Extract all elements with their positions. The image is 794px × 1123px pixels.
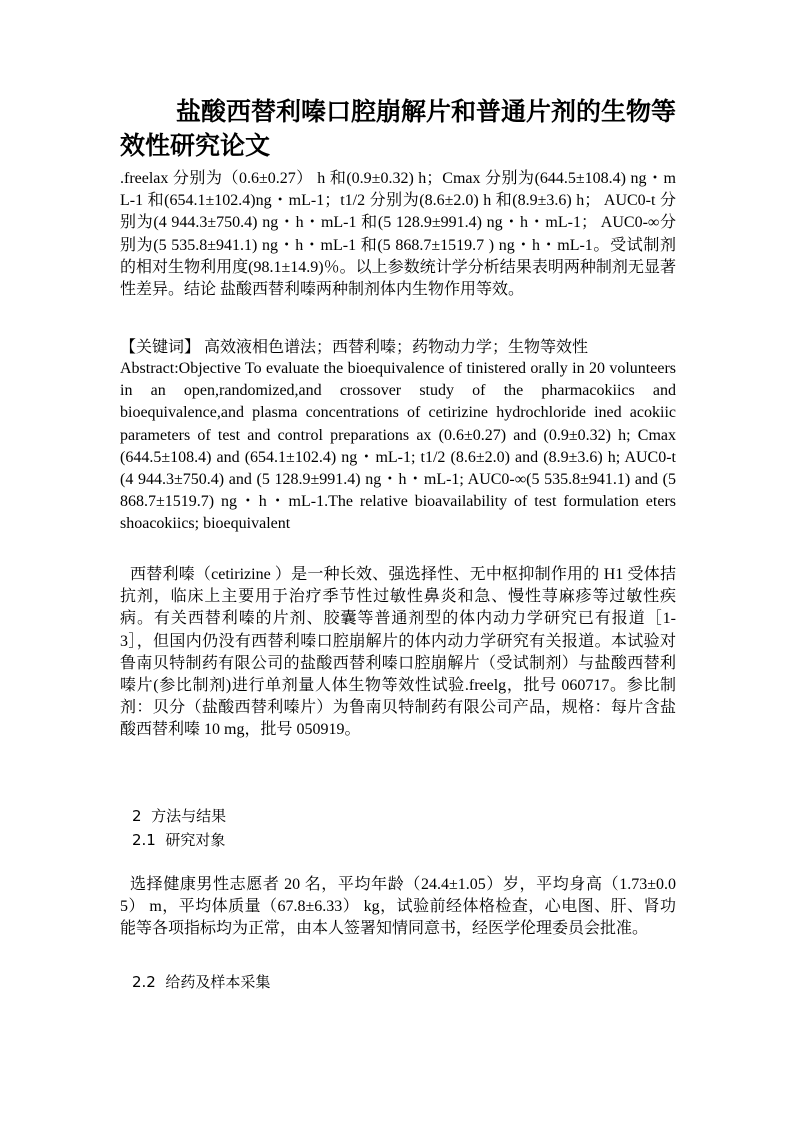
keywords-line: 【关键词】 高效液相色谱法；西替利嗪；药物动力学；生物等效性 xyxy=(120,339,589,356)
section-heading-subjects: 2.1 研究对象 xyxy=(132,831,226,849)
section-heading-methods: 2 方法与结果 xyxy=(132,807,227,825)
abstract-chinese: .freelax 分别为（0.6±0.27） h 和(0.9±0.32) h；Cmax 分别为(644.5±108.4) ng・mL-1 和(654.1±102.4)ng・mL-1；t1/2 分别为(8.6±2.0) h 和(8.9±3.6) h； AUC0-t 分别为(4 944.3±750.4) ng・h・mL-1 和(5 128.9±991.4) ng・h・mL-1； AUC0-∞分别为(5 535.8±941.1) ng・h・mL-1 和(5 868.7±1519.7 ) ng・h・mL-1。受试制剂的相对生物利用度(98.1±14.9)％。以上参数统计学分析结果表明两种制剂无显著性差异。结论 盐酸西替利嗪两种制剂体内生物作用等效。 xyxy=(120,170,676,299)
subjects-paragraph: 选择健康男性志愿者 20 名，平均年龄（24.4±1.05）岁，平均身高（1.73±0.05） m，平均体质量（67.8±6.33） kg，试验前经体格检查，心电图、肝、肾功能等各项指标均为正常，由本人签署知情同意书，经医学伦理委员会批准。 xyxy=(120,876,676,938)
section-heading-dosing: 2.2 给药及样本采集 xyxy=(132,973,271,991)
introduction-paragraph: 西替利嗪（cetirizine ）是一种长效、强选择性、无中枢抑制作用的 H1 受体拮抗剂，临床上主要用于治疗季节性过敏性鼻炎和急、慢性荨麻疹等过敏性疾病。有关西替利嗪的片剂、胶囊等普通剂型的体内动力学研究已有报道［1-3］，但国内仍没有西替利嗪口腔崩解片的体内动力学研究有关报道。本试验对鲁南贝特制药有限公司的盐酸西替利嗪口腔崩解片（受试制剂）与盐酸西替利嗪片(参比制剂)进行单剂量人体生物等效性试验.freelg，批号 060717。参比制剂：贝分（盐酸西替利嗪片）为鲁南贝特制药有限公司产品，规格：每片含盐酸西替利嗪 10 mg，批号 050919。 xyxy=(120,566,676,739)
document-title: 盐酸西替利嗪口腔崩解片和普通片剂的生物等效性研究论文 xyxy=(120,97,677,160)
abstract-english: Abstract:Objective To evaluate the bioequivalence of tinistered orally in 20 volunteers in an open,randomized,and crossover study of the pharmacokiics and bioequivalence,and plasma concentrations of cetirizine hydrochloride ined acokiic parameters of test and control preparations ax (0.6±0.27) and (0.9±0.32) h; Cmax (644.5±108.4) and (654.1±102.4) ng・mL-1; t1/2 (8.6±2.0) and (8.9±3.6) h; AUC0-t (4 944.3±750.4) and (5 128.9±991.4) ng・h・mL-1; AUC0-∞(5 535.8±941.1) and (5 868.7±1519.7) ng・h・mL-1.The relative bioavailability of test formulation eters shoacokiics; bioequivalent xyxy=(120,360,677,533)
